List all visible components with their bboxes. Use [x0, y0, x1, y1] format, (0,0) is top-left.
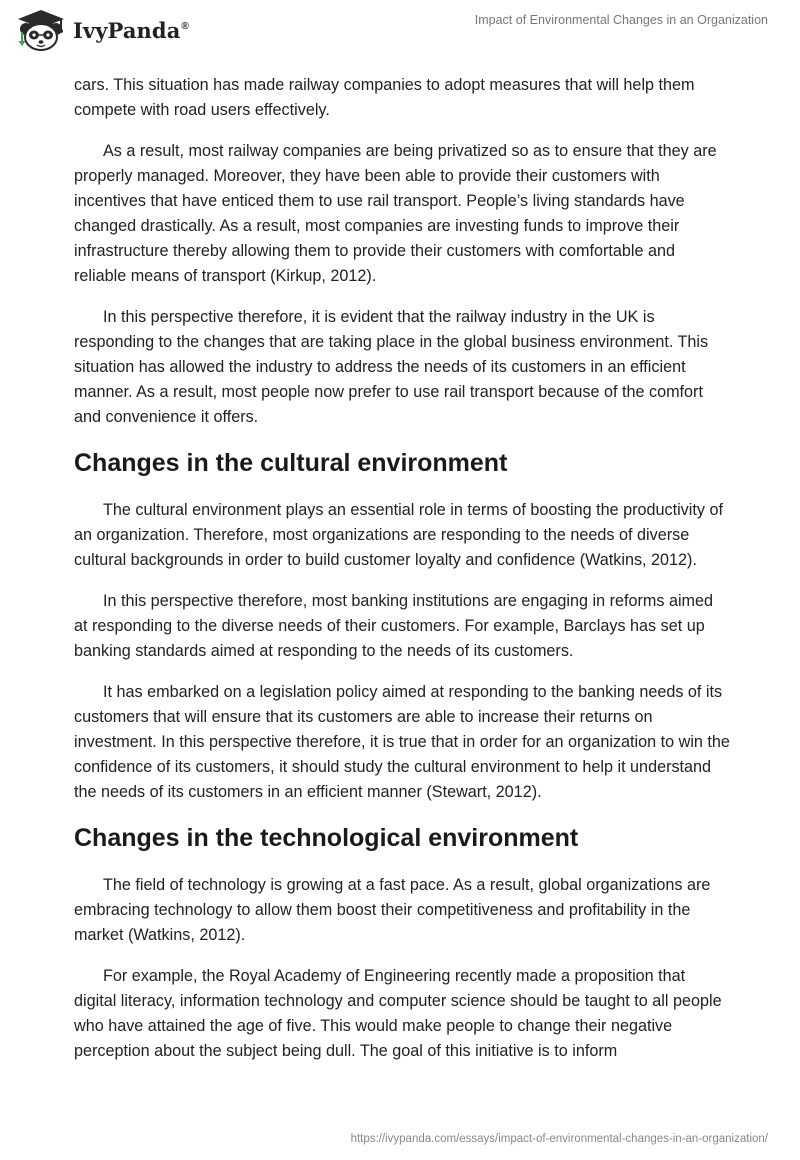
- paragraph: cars. This situation has made railway companies to adopt measures that will help them compete with road users effectively.: [74, 76, 695, 119]
- paragraph: It has embarked on a legislation policy aimed at responding to the banking needs of its customers that will ensure that its customers are able to increase their returns on investment. In this perspective therefore, it is true that in order for an organization to win the confidence of its customers, it should study the cultural environment to help it understand the needs of its customers in an efficient manner (Stewart, 2012).: [74, 683, 730, 801]
- paragraph: The field of technology is growing at a fast pace. As a result, global organizations are embracing technology to allow them boost their competitiveness and profitability in the market (Watkins, 2012).: [74, 876, 711, 944]
- paragraph: The cultural environment plays an essential role in terms of boosting the productivity of an organization. Therefore, most organizations are responding to the needs of diverse cultural backgrounds in order to build customer loyalty and confidence (Watkins, 2012).: [74, 501, 723, 569]
- paragraph: For example, the Royal Academy of Engineering recently made a proposition that digital literacy, information technology and computer science should be taught to all people who have attained the age of five. This would make people to change their negative perception about the subject being dull. The goal of this initiative is to inform: [74, 967, 722, 1060]
- paragraph: As a result, most railway companies are being privatized so as to ensure that they are properly managed. Moreover, they have been able to provide their customers with incentives that have enticed them to use rail transport. People’s living standards have changed drastically. As a result, most companies are investing funds to improve their infrastructure thereby allowing them to provide their customers with comfortable and reliable means of transport (Kirkup, 2012).: [74, 142, 717, 285]
- brand-logo[interactable]: [14, 8, 189, 52]
- page-header: [0, 0, 800, 66]
- paragraph: In this perspective therefore, most banking institutions are engaging in reforms aimed at responding to the diverse needs of their customers. For example, Barclays has set up banking standards aimed at responding to the needs of its customers.: [74, 592, 714, 660]
- source-url[interactable]: https://ivypanda.com/essays/impact-of-environmental-changes-in-an-organization/: [350, 1133, 768, 1145]
- paragraph: In this perspective therefore, it is evident that the railway industry in the UK is responding to the changes that are taking place in the global business environment. This situation has allowed the industry to address the needs of its customers in an efficient manner. As a result, most people now prefer to use rail transport because of the comfort and convenience it offers.: [74, 308, 709, 426]
- brand-name: IvyPanda®: [73, 17, 189, 43]
- section-heading-cultural: Changes in the cultural environment: [74, 449, 508, 477]
- document-title: Impact of Environmental Changes in an Organization: [474, 13, 768, 27]
- panda-logo-icon: [14, 8, 68, 52]
- article-body: [74, 73, 730, 1080]
- section-heading-technological: Changes in the technological environment: [74, 824, 579, 852]
